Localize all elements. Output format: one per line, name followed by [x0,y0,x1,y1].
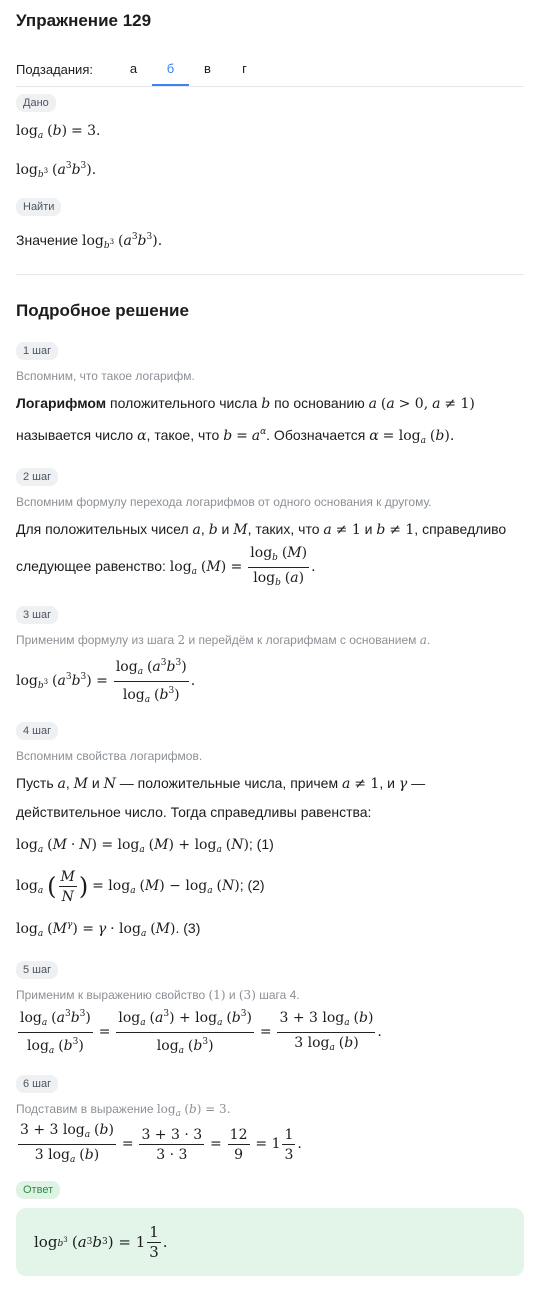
step-3-hint: Применим формулу из шага 2 и перейдём к логарифмам с основанием a. [16,633,431,647]
solution-section [16,301,524,321]
step-3-hint-num: 2 [177,633,186,647]
step-1-bold: Логарифмом [16,395,107,411]
step-3-hint-b: и перейдём к логарифмам с основанием [185,633,420,647]
step-2-t3: , таких, что [247,521,324,537]
solution-title: Подробное решение [16,301,189,320]
step-4-t4: , и [379,775,399,791]
given-line-2: $\log_{b^3} (a^3b^3)$. [16,161,97,180]
step-1-t3: называется число [16,427,138,443]
answer-section [16,1180,524,1276]
given-badge: Дано [16,94,56,112]
step-4-t3: — положительные числа, причем [115,775,342,791]
step-1-t5: . Обозначается [266,427,370,443]
step-5-hint-b: и [225,988,239,1002]
step-2-t4: и [360,521,377,537]
step-5-formula: $\frac{\log_a (a^3b^3)}{\log_a (b^3)}$ = $\frac{\log_a (a^3) + \log_a (b^3)}{\log_a (b^3)}$ = $\frac{3 + 3 \log_a (b)}{3 \log_a (b)}$ . [16,1006,524,1059]
given-block [16,93,524,185]
step-4-text-2: действительное число. Тогда справедливы равенства: [16,804,372,820]
tab-a[interactable]: а [129,61,138,76]
step-2-text-2: следующее равенство: $\log_a (M)$ = $\frac{\log_b (M)}{\log_b (a)}$ . [16,544,524,591]
step-5 [16,960,524,1059]
step-2-t1: Для положительных чисел [16,521,193,537]
step-4-hint: Вспомним свойства логарифмов. [16,749,203,763]
given-line-1-rest: = 3. [70,123,101,139]
tab-g[interactable]: г [242,61,247,76]
step-1 [16,341,524,451]
step-6-hint: Подставим в выражение $\log_a (b) = 3$. [16,1102,231,1119]
step-3-hint-a: Применим формулу из шага [16,633,178,647]
step-4-badge: 4 шаг [16,722,58,740]
step-2-hint: Вспомним формулу перехода логарифмов от одного основания к другому. [16,495,432,509]
step-4 [16,721,524,944]
step-1-text-2: называется число α, такое, что $b = a^\alpha$. Обозначается $\alpha = \log_a (b)$. [16,427,455,446]
page [0,0,540,87]
property-1: $\log_a (M \cdot N) = \log_a (M) + \log_a (N)$; (1) [16,836,274,855]
step-4-t2: и [88,775,104,791]
step-6-hint-text: Подставим в выражение [16,1102,154,1116]
property-2: $\log_a$ ( $\frac{M}{N}$ ) = $\log_a (M) - \log_a (N)$; (2) [16,869,265,905]
step-2-t2: и [217,521,234,537]
property-2-tag: ; (2) [239,877,265,894]
find-line: Значение $\log_{b^3} (a^3b^3)$. [16,232,163,251]
step-4-t5: — [407,775,426,791]
step-1-text-1: Логарифмом положительного числа b по основанию a (a > 0, a ≠ 1) [16,395,475,412]
given-line-2-dot: . [91,162,97,178]
step-4-text-1: Пусть a, M и N — положительные числа, причем a ≠ 1, и γ — [16,775,426,792]
answer-box: log $b^3$ ( a 3 b 3 ) = 1 $\frac{1}{3}$ . [16,1208,524,1276]
step-2-badge: 2 шаг [16,468,58,486]
answer-badge: Ответ [16,1181,60,1199]
step-5-hint-a: Применим к выражению свойство [16,988,209,1002]
given-line-1: $\log_a (b) = 3$. [16,123,101,141]
step-6-formula: $\frac{3 + 3 \log_a (b)}{3 \log_a (b)}$ = $\frac{3 + 3 \cdot 3}{3 \cdot 3}$ = $\frac{12}{9}$ = 1 $\frac{1}{3}$ . [20,1122,302,1165]
step-3-badge: 3 шаг [16,606,58,624]
step-6 [16,1074,524,1168]
step-5-badge: 5 шаг [16,961,58,979]
page-title: Упражнение 129 [16,11,152,30]
property-3-tag: . (3) [175,920,201,936]
property-1-tag: ; (1) [248,836,274,852]
step-5-hint-c: шага 4. [255,988,300,1002]
tab-b[interactable]: б [152,52,189,86]
divider [16,274,524,275]
find-badge: Найти [16,198,61,216]
step-1-t2: по основанию [270,395,369,411]
step-1-hint: Вспомним, что такое логарифм. [16,369,195,383]
step-2-t6: следующее равенство: [16,558,170,575]
step-5-hint: Применим к выражению свойство (1) и (3) шага 4. [16,988,300,1002]
find-block [16,197,524,256]
step-2-t5: , справедливо [414,521,507,537]
subtask-tabs [16,52,524,87]
subtasks-label: Подзадания: [16,61,93,77]
step-2 [16,467,524,591]
step-3-formula: $\log_{b^3} (a^3b^3)$ = $\frac{\log_a (a^3b^3)}{\log_a (b^3)}$ . [16,655,524,708]
step-2-fraction: $\frac{\log_b (M)}{\log_b (a)}$ [250,545,308,588]
find-text: Значение [16,232,79,248]
step-3 [16,605,524,708]
step-4-t1: Пусть [16,775,58,791]
step-1-t1: положительного числа [106,395,262,411]
step-1-badge: 1 шаг [16,342,58,360]
step-6-badge: 6 шаг [16,1075,58,1093]
step-1-t4: , такое, что [146,427,224,443]
property-3: $\log_a (M^\gamma) = \gamma \cdot \log_a (M)$. (3) [16,920,201,939]
tab-v[interactable]: в [204,61,211,76]
step-2-text-1: Для положительных чисел a, b и M, таких, что a ≠ 1 и b ≠ 1, справедливо [16,521,507,538]
